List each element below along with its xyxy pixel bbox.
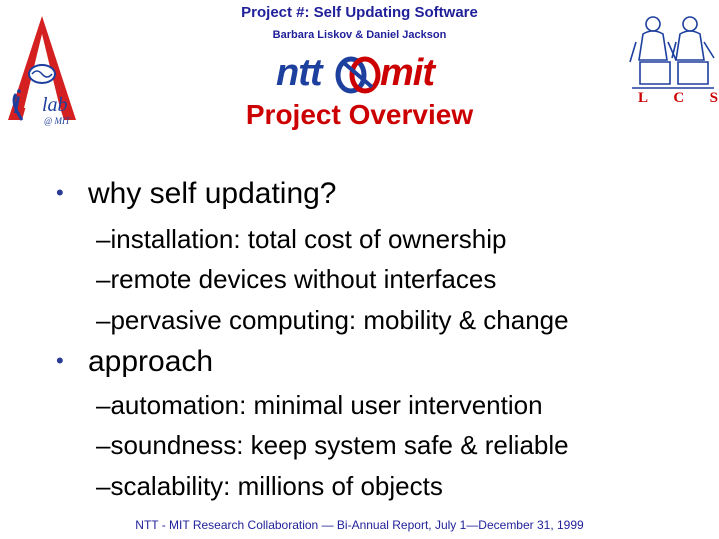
lcs-letter-l: L [638,90,649,106]
sub-item [96,471,443,502]
sub-item-text: pervasive computing: mobility & change [110,305,569,335]
lcs-letter-s: S [709,90,718,106]
ilab-sub: @ MIT [44,116,71,126]
bullet-text: why self updating? [88,177,337,210]
footer-text: NTT - MIT Research Collaboration — Bi-Annual Report, July 1—December 31, 1999 [135,518,584,532]
sub-item-text: automation: minimal user intervention [110,390,543,420]
bullet-text: approach [88,345,214,378]
project-line: Project #: Self Updating Software [241,4,478,21]
sub-item [96,305,569,336]
ntt-mit-logo [276,50,446,98]
sub-item [96,224,506,255]
dash-icon: – [96,471,111,501]
dash-icon: – [96,430,111,460]
dash-icon: – [96,224,111,254]
sub-item-text: installation: total cost of ownership [110,224,507,254]
sub-item-text: scalability: millions of objects [110,471,443,501]
sub-item [96,390,543,421]
mit-logo-word: mit [380,52,434,94]
sub-item-text: soundness: keep system safe & reliable [110,430,569,460]
lcs-letter-c: C [673,90,685,106]
dash-icon: – [96,264,111,294]
ilab-word: lab [42,94,68,116]
bullet-dot-icon: • [56,348,64,373]
authors-line: Barbara Liskov & Daniel Jackson [272,29,447,41]
bullet-dot-icon: • [56,180,64,205]
lcs-letters [638,90,718,107]
ilab-letter: i [12,81,23,121]
sub-item-text: remote devices without interfaces [110,264,497,294]
dash-icon: – [96,390,111,420]
sub-item [96,430,569,461]
lcs-logo [628,12,718,107]
sub-item [96,264,496,295]
knot-icon [334,53,382,97]
page-title: Project Overview [245,99,474,130]
ntt-logo-word: ntt [276,52,322,94]
lcs-figures-icon [628,12,718,92]
dash-icon: – [96,305,111,335]
ilab-logo [2,12,82,130]
